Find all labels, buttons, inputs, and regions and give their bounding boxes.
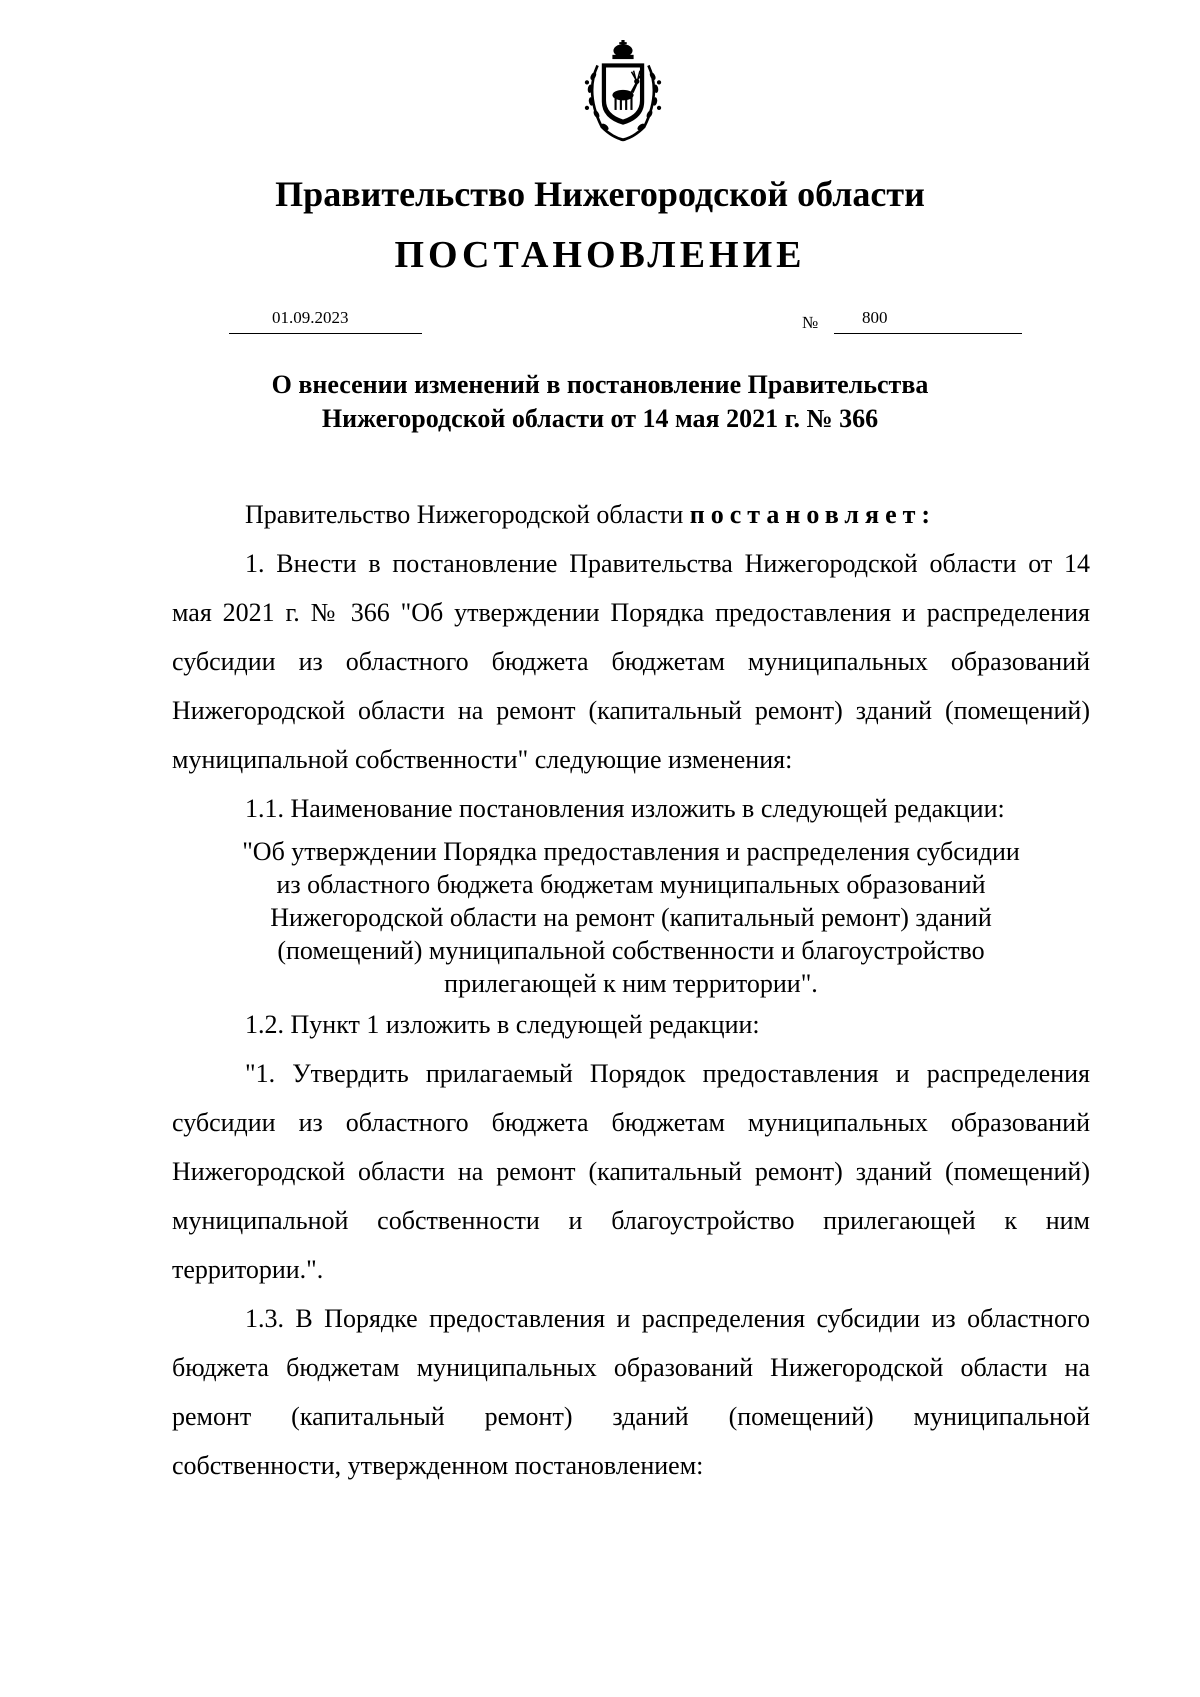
- subject-line: О внесении изменений в постановление Правительства: [271, 370, 929, 399]
- quote-line: прилегающей к ним территории".: [444, 969, 818, 998]
- preamble: [172, 490, 1090, 539]
- quote-line: "Об утверждении Порядка предоставления и распределения субсидии: [242, 837, 1020, 866]
- paragraph-1-2-text: "1. Утвердить прилагаемый Порядок предоставления и распределения субсидии из областного бюджета бюджетам муниципальных образований Нижегородской области на ремонт (капитальный ремонт) зданий (помещений) муниципальной собственности и благоустройство прилегающей к ним территории.".: [172, 1059, 1090, 1284]
- document-subject: [0, 368, 1200, 436]
- document-number: 800: [862, 308, 888, 327]
- quote-line: из областного бюджета бюджетам муниципальных образований: [276, 870, 986, 899]
- paragraph-1-2: 1.2. Пункт 1 изложить в следующей редакции:: [245, 1010, 760, 1039]
- quote-line: Нижегородской области на ремонт (капитальный ремонт) зданий: [270, 903, 992, 932]
- document-body: [172, 490, 1090, 1490]
- paragraph-1-1: 1.1. Наименование постановления изложить в следующей редакции:: [245, 794, 1005, 823]
- preamble-lead: Правительство Нижегородской области: [245, 500, 690, 529]
- new-title-quote: [172, 835, 1090, 1000]
- paragraph-1: 1. Внести в постановление Правительства Нижегородской области от 14 мая 2021 г. № 366 "Об утверждении Порядка предоставления и распределения субсидии из областного бюджета бюджетам муниципальных образований Нижегородской области на ремонт (капитальный ремонт) зданий (помещений) муниципальной собственности" следующие изменения:: [172, 549, 1090, 774]
- paragraph-1-3: 1.3. В Порядке предоставления и распределения субсидии из областного бюджета бюджетам муниципальных образований Нижегородской области на ремонт (капитальный ремонт) зданий (помещений) муниципальной собственности, утвержденном постановлением:: [172, 1304, 1090, 1480]
- document-date: 01.09.2023: [272, 308, 349, 327]
- coat-of-arms-icon: [570, 40, 676, 146]
- quote-line: (помещений) муниципальной собственности и благоустройство: [277, 936, 985, 965]
- preamble-decree-word: постановляет:: [689, 500, 937, 529]
- government-name: Правительство Нижегородской области: [275, 174, 925, 214]
- subject-line: Нижегородской области от 14 мая 2021 г. № 366: [321, 404, 879, 433]
- number-sign: №: [802, 313, 819, 332]
- document-type: ПОСТАНОВЛЕНИЕ: [394, 234, 806, 276]
